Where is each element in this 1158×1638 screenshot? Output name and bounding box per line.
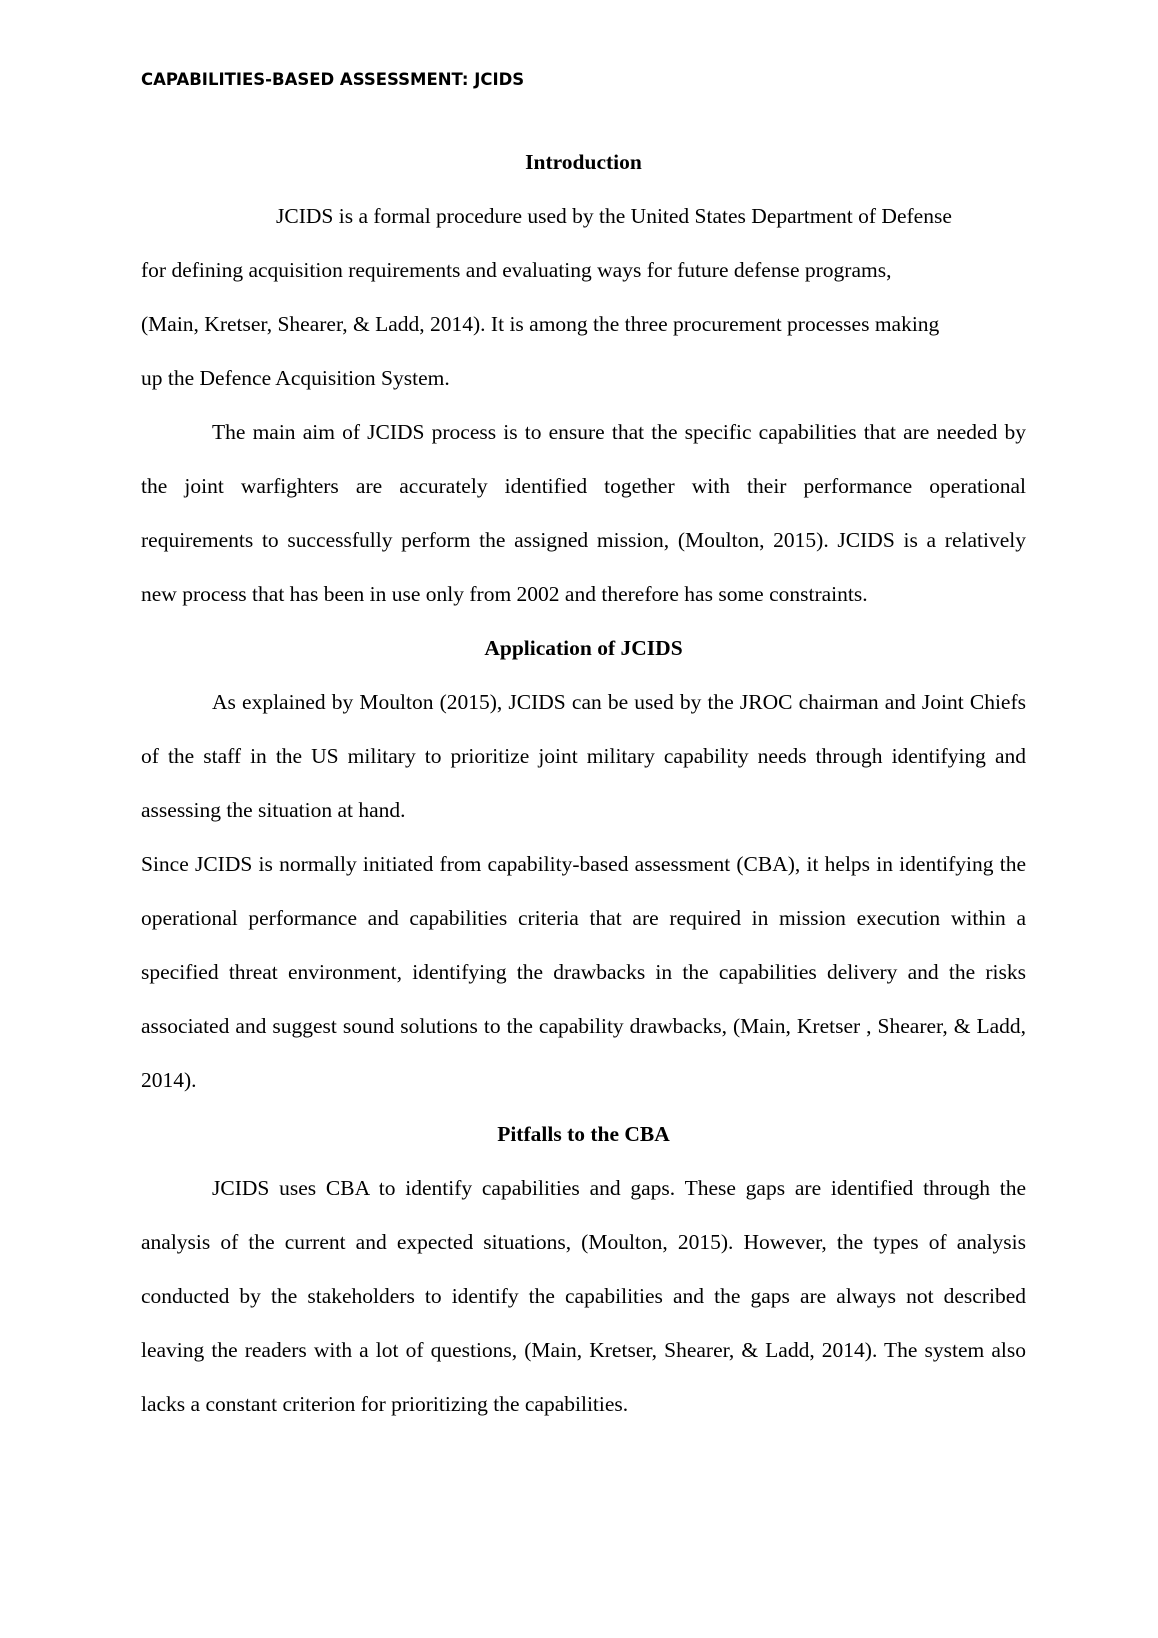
application-paragraph-1: As explained by Moulton (2015), JCIDS can be used by the JROC chairman and Joint Chiefs of the staff in the US military to prioritize joint military capability needs through identifying and assessing the situation at hand. bbox=[141, 690, 1026, 822]
running-head: CAPABILITIES-BASED ASSESSMENT: JCIDS bbox=[141, 70, 525, 89]
heading-pitfalls: Pitfalls to the CBA bbox=[497, 1122, 670, 1146]
heading-application: Application of JCIDS bbox=[484, 636, 683, 660]
text-line: for defining acquisition requirements and evaluating ways for future defense programs, bbox=[141, 258, 892, 282]
application-paragraph-2: Since JCIDS is normally initiated from capability-based assessment (CBA), it helps in identifying the operational performance and capabilities criteria that are required in mission execution within a specified threat environment, identifying the drawbacks in the capabilities delivery and the risks associated and suggest sound solutions to the capability drawbacks, (Main, Kretser , Shearer, & Ladd, 2014). bbox=[141, 852, 1026, 1092]
introduction-paragraph-1 bbox=[141, 189, 1026, 405]
text-line: up the Defence Acquisition System. bbox=[141, 366, 450, 390]
introduction-paragraph-2: The main aim of JCIDS process is to ensure that the specific capabilities that are needed by the joint warfighters are accurately identified together with their performance operational requirements to successfully perform the assigned mission, (Moulton, 2015). JCIDS is a relatively new process that has been in use only from 2002 and therefore has some constraints. bbox=[141, 420, 1026, 606]
document-body bbox=[141, 135, 1026, 1431]
heading-introduction: Introduction bbox=[525, 150, 642, 174]
text-line: (Main, Kretser, Shearer, & Ladd, 2014). It is among the three procurement processes making bbox=[141, 312, 940, 336]
pitfalls-paragraph-1: JCIDS uses CBA to identify capabilities and gaps. These gaps are identified through the analysis of the current and expected situations, (Moulton, 2015). However, the types of analysis conducted by the stakeholders to identify the capabilities and the gaps are always not described leaving the readers with a lot of questions, (Main, Kretser, Shearer, & Ladd, 2014). The system also lacks a constant criterion for prioritizing the capabilities. bbox=[141, 1176, 1026, 1416]
text-line: JCIDS is a formal procedure used by the United States Department of Defense bbox=[276, 204, 952, 228]
